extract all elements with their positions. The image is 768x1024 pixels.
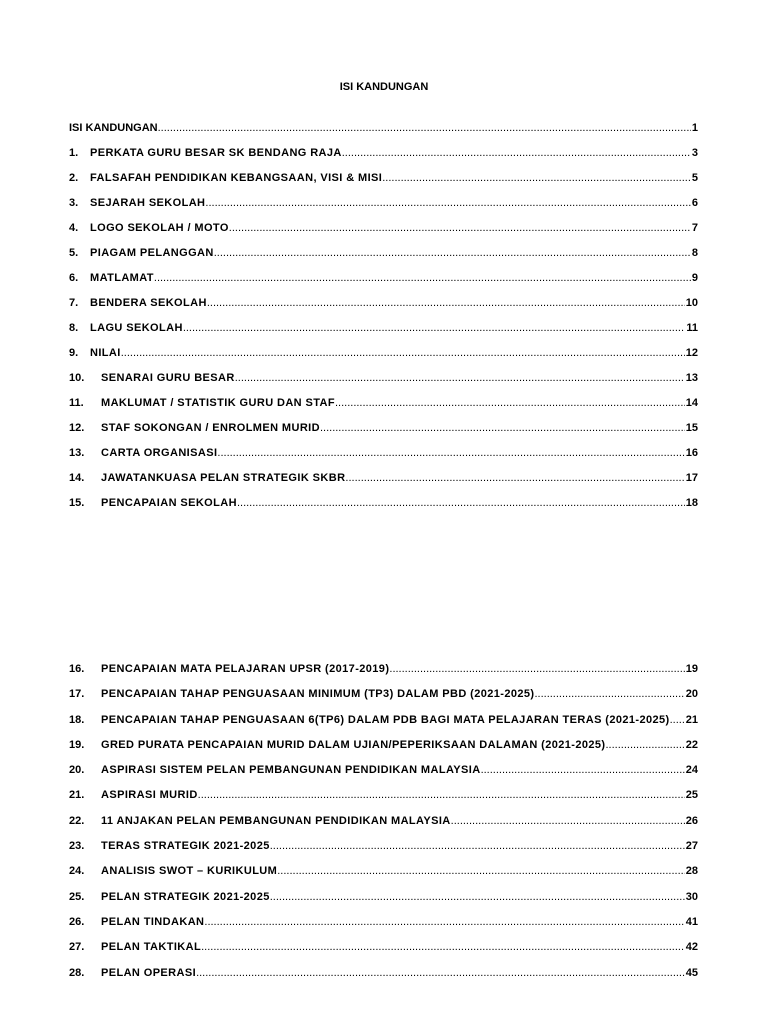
toc-entry[interactable] (69, 172, 698, 197)
toc-entry-page: 19 (685, 663, 698, 675)
toc-entry[interactable] (69, 815, 698, 840)
toc-entry-page: 20 (685, 688, 698, 701)
toc-entry-page: 9 (691, 272, 698, 284)
toc-entry-page: 12 (685, 347, 698, 359)
toc-entry-label: PENCAPAIAN TAHAP PENGUASAAN MINIMUM (TP3) DALAM PBD (2021-2025) (101, 688, 535, 701)
toc-entry[interactable] (69, 472, 698, 497)
toc-entry[interactable] (69, 422, 698, 447)
toc-entry-number: 23. (69, 840, 85, 853)
dot-leader (277, 865, 685, 877)
toc-entry[interactable] (69, 222, 698, 247)
toc-entry[interactable] (69, 739, 698, 764)
toc-entry-page: 1 (691, 122, 698, 134)
toc-entry-number: 26. (69, 915, 85, 928)
dot-leader (320, 422, 685, 434)
toc-entry-number: 24. (69, 865, 85, 878)
toc-entry-page: 41 (685, 915, 698, 928)
toc-entry-number: 17. (69, 688, 85, 701)
toc-entry-page: 27 (685, 840, 698, 853)
toc-entry-label: CARTA ORGANISASI (101, 447, 218, 459)
toc-entry-number: 2. (69, 172, 79, 184)
dot-leader (235, 372, 685, 384)
toc-entry-label: ASPIRASI MURID (101, 789, 198, 802)
dot-leader (229, 222, 691, 234)
dot-leader (270, 840, 685, 852)
toc-entry-page: 15 (685, 422, 698, 434)
toc-entry-page: 8 (691, 247, 698, 259)
dot-leader (534, 688, 684, 700)
toc-entry-number: 27. (69, 941, 85, 954)
toc-entry-page: 28 (685, 865, 698, 878)
toc-entry[interactable] (69, 447, 698, 472)
toc-entry-label: ISI KANDUNGAN (69, 122, 158, 134)
toc-entry-label: FALSAFAH PENDIDIKAN KEBANGSAAN, VISI & MISI (90, 172, 383, 184)
toc-entry[interactable] (69, 347, 698, 372)
dot-leader (335, 397, 685, 409)
dot-leader (154, 272, 691, 284)
toc-entry-number: 8. (69, 322, 79, 334)
toc-entry-label: STAF SOKONGAN / ENROLMEN MURID (101, 422, 320, 434)
toc-entry[interactable] (69, 714, 698, 739)
toc-entry-label: LAGU SEKOLAH (90, 322, 183, 334)
toc-list-top (69, 122, 698, 522)
toc-entry-page: 17 (685, 472, 698, 484)
toc-entry-number: 14. (69, 472, 85, 484)
toc-entry[interactable] (69, 197, 698, 222)
dot-leader (198, 789, 685, 801)
toc-entry[interactable] (69, 147, 698, 172)
toc-entry[interactable] (69, 941, 698, 966)
toc-entry[interactable] (69, 272, 698, 297)
toc-entry-page: 5 (691, 172, 698, 184)
toc-entry-label: ASPIRASI SISTEM PELAN PEMBANGUNAN PENDIDIKAN MALAYSIA (101, 764, 481, 777)
toc-entry[interactable] (69, 764, 698, 789)
dot-leader (121, 347, 685, 359)
toc-entry-label: PELAN OPERASI (101, 966, 197, 979)
toc-entry-label: PERKATA GURU BESAR SK BENDANG RAJA (90, 147, 342, 159)
toc-entry-label: 11 ANJAKAN PELAN PEMBANGUNAN PENDIDIKAN MALAYSIA (101, 814, 451, 827)
toc-entry-number: 7. (69, 297, 79, 309)
toc-entry[interactable] (69, 663, 698, 688)
toc-entry-label: SEJARAH SEKOLAH (90, 197, 206, 209)
toc-entry[interactable] (69, 122, 698, 147)
toc-entry-number: 16. (69, 663, 85, 675)
dot-leader (158, 122, 691, 134)
toc-entry-label: SENARAI GURU BESAR (101, 372, 235, 384)
dot-leader (183, 322, 686, 334)
toc-entry-label: PELAN TINDAKAN (101, 915, 205, 928)
toc-entry-page: 30 (685, 890, 698, 903)
dot-leader (382, 172, 691, 184)
toc-entry-page: 14 (685, 397, 698, 409)
toc-entry-page: 25 (685, 789, 698, 802)
toc-entry[interactable] (69, 688, 698, 713)
dot-leader (204, 916, 684, 928)
toc-entry-label: MAKLUMAT / STATISTIK GURU DAN STAF (101, 397, 335, 409)
dot-leader (201, 941, 685, 953)
toc-entry-label: PENCAPAIAN SEKOLAH (101, 497, 237, 509)
toc-entry-number: 12. (69, 422, 85, 434)
toc-entry-label: BENDERA SEKOLAH (90, 297, 207, 309)
toc-entry[interactable] (69, 372, 698, 397)
toc-entry-page: 3 (691, 147, 698, 159)
toc-entry-number: 5. (69, 247, 79, 259)
toc-entry-page: 11 (686, 322, 698, 334)
toc-entry-label: PELAN TAKTIKAL (101, 941, 202, 954)
toc-entry-label: LOGO SEKOLAH / MOTO (90, 222, 229, 234)
toc-entry-page: 6 (691, 197, 698, 209)
toc-entry-page: 21 (685, 713, 698, 726)
toc-entry-number: 1. (69, 147, 79, 159)
dot-leader (270, 891, 685, 903)
dot-leader (481, 764, 685, 776)
dot-leader (606, 739, 685, 751)
toc-entry-number: 10. (69, 372, 85, 384)
toc-entry[interactable] (69, 247, 698, 272)
toc-entry-number: 18. (69, 713, 85, 726)
toc-entry-label: PENCAPAIAN TAHAP PENGUASAAN 6(TP6) DALAM PDB BAGI MATA PELAJARAN TERAS (2021-2025) (101, 713, 670, 726)
toc-entry[interactable] (69, 967, 698, 992)
toc-entry-number: 21. (69, 789, 85, 802)
toc-entry-label: PENCAPAIAN MATA PELAJARAN UPSR (2017-2019) (101, 663, 390, 675)
dot-leader (205, 197, 690, 209)
toc-entry-number: 4. (69, 222, 79, 234)
toc-entry-number: 15. (69, 497, 85, 509)
toc-entry-number: 28. (69, 966, 85, 979)
toc-entry[interactable] (69, 497, 698, 522)
toc-entry[interactable] (69, 297, 698, 322)
toc-entry-label: PELAN STRATEGIK 2021-2025 (101, 890, 270, 903)
dot-leader (389, 663, 684, 675)
dot-leader (196, 967, 685, 979)
dot-leader (670, 714, 685, 726)
toc-entry-page: 13 (685, 372, 698, 384)
toc-entry-label: TERAS STRATEGIK 2021-2025 (101, 840, 270, 853)
dot-leader (237, 497, 685, 509)
dot-leader (207, 297, 685, 309)
toc-entry-number: 25. (69, 890, 85, 903)
toc-entry-number: 13. (69, 447, 85, 459)
toc-entry-page: 42 (685, 941, 698, 954)
dot-leader (345, 472, 684, 484)
dot-leader (451, 815, 685, 827)
toc-entry-number: 19. (69, 738, 85, 751)
toc-entry-number: 9. (69, 347, 79, 359)
toc-entry[interactable] (69, 397, 698, 422)
toc-entry[interactable] (69, 891, 698, 916)
toc-entry-page: 24 (685, 764, 698, 777)
toc-entry-number: 6. (69, 272, 79, 284)
toc-entry-number: 20. (69, 764, 85, 777)
toc-entry-label: MATLAMAT (90, 272, 154, 284)
dot-leader (214, 247, 691, 259)
toc-entry-number: 11. (69, 397, 84, 409)
dot-leader (217, 447, 684, 459)
toc-entry-label: JAWATANKUASA PELAN STRATEGIK SKBR (101, 472, 346, 484)
dot-leader (342, 147, 691, 159)
toc-entry-page: 18 (685, 497, 698, 509)
toc-entry[interactable] (69, 840, 698, 865)
toc-entry-label: ANALISIS SWOT – KURIKULUM (101, 865, 278, 878)
toc-entry-page: 45 (685, 966, 698, 979)
toc-list-bottom (69, 663, 698, 992)
page-title: ISI KANDUNGAN (339, 81, 429, 93)
toc-entry-page: 7 (691, 222, 698, 234)
toc-entry[interactable] (69, 322, 698, 347)
toc-entry-page: 10 (685, 297, 698, 309)
toc-entry-label: NILAI (90, 347, 121, 359)
toc-entry-page: 22 (685, 738, 698, 751)
toc-entry[interactable] (69, 789, 698, 814)
toc-entry-number: 22. (69, 814, 85, 827)
toc-entry-label: GRED PURATA PENCAPAIAN MURID DALAM UJIAN/PEPERIKSAAN DALAMAN (2021-2025) (101, 738, 606, 751)
toc-entry[interactable] (69, 865, 698, 890)
toc-entry-page: 16 (685, 447, 698, 459)
toc-entry-number: 3. (69, 197, 79, 209)
toc-entry[interactable] (69, 916, 698, 941)
toc-entry-label: PIAGAM PELANGGAN (90, 247, 214, 259)
toc-entry-page: 26 (685, 814, 698, 827)
